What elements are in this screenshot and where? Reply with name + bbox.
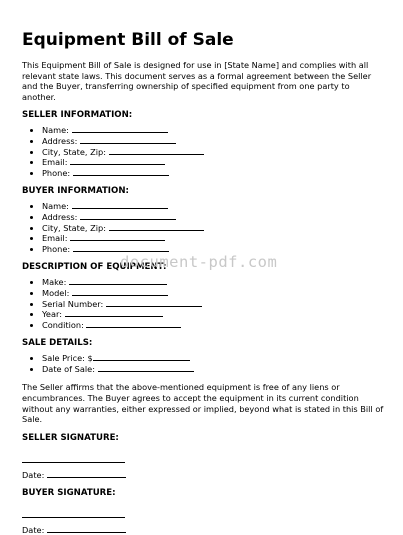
- list-item: • Name:: [42, 201, 384, 212]
- list-item: • City, State, Zip:: [42, 223, 384, 234]
- blank-field[interactable]: [73, 168, 169, 176]
- blank-field[interactable]: [80, 212, 176, 220]
- buyer-signature-heading: BUYER SIGNATURE:: [22, 487, 116, 498]
- blank-field[interactable]: [109, 223, 204, 231]
- seller-signature-heading: SELLER SIGNATURE:: [22, 432, 119, 443]
- blank-field[interactable]: [98, 364, 194, 372]
- blank-field[interactable]: [72, 201, 168, 209]
- blank-field[interactable]: [69, 277, 167, 285]
- buyer-date-row: Date:: [22, 525, 384, 535]
- blank-field[interactable]: [109, 147, 204, 155]
- buyer-date-field[interactable]: [47, 525, 126, 533]
- blank-field[interactable]: [70, 157, 165, 165]
- blank-field[interactable]: [106, 299, 202, 307]
- seller-info-heading: SELLER INFORMATION:: [22, 110, 133, 121]
- sale-details-heading: SALE DETAILS:: [22, 338, 93, 349]
- blank-field[interactable]: [72, 288, 168, 296]
- seller-signature-line[interactable]: [22, 461, 125, 463]
- document-page: [22, 30, 384, 535]
- list-item: • Model:: [42, 288, 384, 299]
- equipment-description-list: [22, 277, 384, 330]
- list-item: • Phone:: [42, 168, 384, 179]
- blank-field[interactable]: [73, 244, 169, 252]
- list-item: • Serial Number:: [42, 299, 384, 310]
- blank-field[interactable]: [80, 136, 176, 144]
- list-item: • Date of Sale:: [42, 364, 384, 375]
- list-item: • Address:: [42, 212, 384, 223]
- blank-field[interactable]: [70, 233, 165, 241]
- document-title: Equipment Bill of Sale: [22, 30, 234, 50]
- list-item: • Address:: [42, 136, 384, 147]
- list-item: • City, State, Zip:: [42, 147, 384, 158]
- seller-info-list: [22, 125, 384, 178]
- list-item: • Phone:: [42, 244, 384, 255]
- list-item: • Name:: [42, 125, 384, 136]
- buyer-info-list: [22, 201, 384, 254]
- list-item: • Make:: [42, 277, 384, 288]
- buyer-info-heading: BUYER INFORMATION:: [22, 186, 129, 197]
- buyer-signature-line[interactable]: [22, 516, 125, 518]
- seller-date-row: Date:: [22, 470, 384, 480]
- list-item: • Email:: [42, 157, 384, 168]
- blank-field[interactable]: [86, 320, 181, 328]
- watermark: document-pdf.com: [120, 253, 278, 271]
- list-item: • Email:: [42, 233, 384, 244]
- list-item: • Sale Price: $: [42, 353, 384, 364]
- list-item: • Condition:: [42, 320, 384, 331]
- seller-date-field[interactable]: [47, 470, 126, 478]
- sale-details-list: [22, 353, 384, 374]
- intro-paragraph: This Equipment Bill of Sale is designed for use in [State Name] and complies with all relevant state laws. This document serves as a formal agreement between the Seller and the Buyer, transferring ownership of specified equipment from one party to another.: [22, 60, 372, 102]
- blank-field[interactable]: [72, 125, 168, 133]
- equipment-description-heading: DESCRIPTION OF EQUIPMENT:: [22, 262, 167, 273]
- list-item: • Year:: [42, 309, 384, 320]
- blank-field[interactable]: [65, 309, 163, 317]
- affirmation-paragraph: The Seller affirms that the above-mentioned equipment is free of any liens or encumbrances. The Buyer agrees to accept the equipment in its current condition without any warranties, either expressed or implied, beyond what is stated in this Bill of Sale.: [22, 382, 384, 425]
- blank-field[interactable]: [93, 353, 190, 361]
